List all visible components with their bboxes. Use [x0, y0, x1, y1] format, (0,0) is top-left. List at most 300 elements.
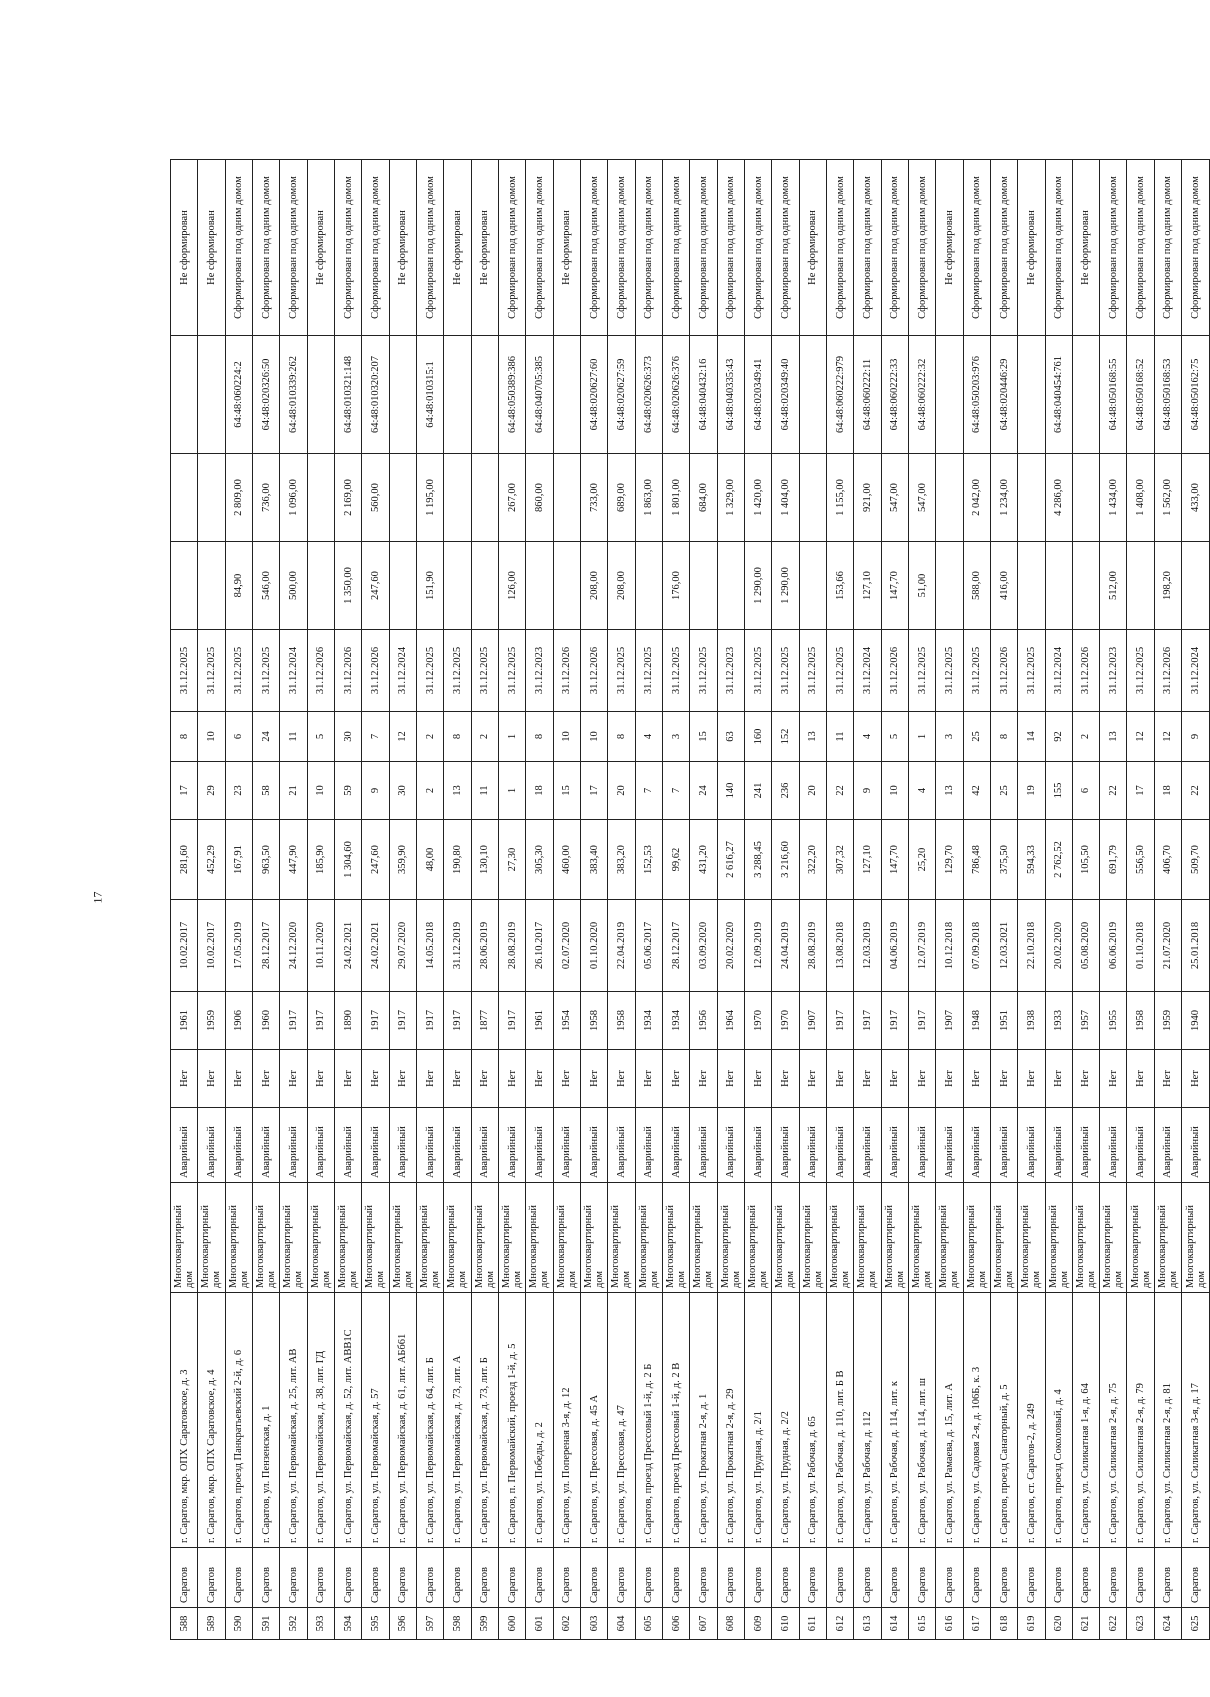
cell-apartments-count: 5 — [881, 712, 908, 762]
cell-address: г. Саратов, ул. Прудная, д. 2/2 — [772, 1293, 799, 1548]
cell-cadastral-number: 64:48:050162:75 — [1182, 336, 1210, 454]
table-row — [280, 160, 307, 1640]
cell-recognition-date: 24.02.2021 — [362, 900, 389, 992]
cell-recognition-date: 20.02.2020 — [1045, 900, 1072, 992]
cell-address: г. Саратов, ул. Прессовая, д. 45 А — [580, 1293, 607, 1548]
cell-total-area: 447,90 — [280, 820, 307, 900]
cell-address: г. Саратов, ул. Рамаева, д. 15, лит. А — [936, 1293, 963, 1548]
cell-condition: Аварийный — [799, 1108, 826, 1183]
cell-address: г. Саратов, ул. Первомайская, д. 38, лит. ГД — [307, 1293, 334, 1548]
cell-residents-count: 18 — [526, 762, 553, 820]
cell-cadastral-number — [799, 336, 826, 454]
cell-planned-resettlement-date: 31.12.2025 — [252, 630, 279, 712]
cell-row-number: 590 — [225, 1608, 252, 1640]
cell-recognition-date: 24.12.2020 — [280, 900, 307, 992]
cell-plot-area: 1 404,00 — [772, 454, 799, 542]
cell-condition: Аварийный — [334, 1108, 361, 1183]
cell-recognition-date: 12.03.2019 — [854, 900, 881, 992]
cell-condition: Аварийный — [252, 1108, 279, 1183]
cell-land-area: 247,60 — [362, 542, 389, 630]
cell-building-type: Многоквартирный дом — [1018, 1183, 1045, 1293]
table-row — [362, 160, 389, 1640]
cell-city: Саратов — [1127, 1548, 1154, 1608]
cell-land-area: 198,20 — [1154, 542, 1181, 630]
cell-land-plot-status: Не сформирован — [1018, 160, 1045, 336]
cell-building-type: Многоквартирный дом — [744, 1183, 771, 1293]
cell-planned-resettlement-date: 31.12.2023 — [1100, 630, 1127, 712]
cell-land-plot-status: Не сформирован — [444, 160, 471, 336]
cell-land-plot-status: Сформирован под одним домом — [252, 160, 279, 336]
cell-row-number: 601 — [526, 1608, 553, 1640]
cell-planned-resettlement-date: 31.12.2025 — [772, 630, 799, 712]
cell-build-year: 1964 — [717, 992, 744, 1050]
cell-condition: Аварийный — [936, 1108, 963, 1183]
cell-apartments-count: 8 — [526, 712, 553, 762]
cell-apartments-count: 2 — [416, 712, 443, 762]
cell-recognition-date: 28.12.2017 — [662, 900, 689, 992]
cell-land-plot-status: Сформирован под одним домом — [854, 160, 881, 336]
cell-city: Саратов — [171, 1548, 198, 1608]
cell-cultural-heritage: Нет — [444, 1050, 471, 1108]
cell-apartments-count: 24 — [252, 712, 279, 762]
cell-land-area: 151,90 — [416, 542, 443, 630]
cell-planned-resettlement-date: 31.12.2024 — [854, 630, 881, 712]
cell-condition: Аварийный — [280, 1108, 307, 1183]
cell-cultural-heritage: Нет — [662, 1050, 689, 1108]
cell-condition: Аварийный — [1127, 1108, 1154, 1183]
cell-plot-area: 1 562,00 — [1154, 454, 1181, 542]
cell-apartments-count: 4 — [635, 712, 662, 762]
cell-build-year: 1940 — [1182, 992, 1210, 1050]
table-row — [580, 160, 607, 1640]
cell-plot-area: 4 286,00 — [1045, 454, 1072, 542]
cell-cultural-heritage: Нет — [471, 1050, 498, 1108]
cell-plot-area: 1 420,00 — [744, 454, 771, 542]
cell-residents-count: 7 — [662, 762, 689, 820]
cell-total-area: 786,48 — [963, 820, 990, 900]
cell-address: г. Саратов, проезд Панкратьевский 2-й, д. 6 — [225, 1293, 252, 1548]
cell-total-area: 105,50 — [1072, 820, 1099, 900]
cell-row-number: 598 — [444, 1608, 471, 1640]
cell-city: Саратов — [608, 1548, 635, 1608]
cell-recognition-date: 12.03.2021 — [990, 900, 1017, 992]
cell-land-area: 1 290,00 — [772, 542, 799, 630]
cell-land-area: 176,00 — [662, 542, 689, 630]
cell-city: Саратов — [690, 1548, 717, 1608]
cell-building-type: Многоквартирный дом — [662, 1183, 689, 1293]
table-row — [471, 160, 498, 1640]
cell-cultural-heritage: Нет — [908, 1050, 935, 1108]
cell-land-area — [1018, 542, 1045, 630]
cell-building-type: Многоквартирный дом — [963, 1183, 990, 1293]
cell-city: Саратов — [416, 1548, 443, 1608]
cell-planned-resettlement-date: 31.12.2026 — [990, 630, 1017, 712]
cell-land-area — [389, 542, 416, 630]
cell-city: Саратов — [280, 1548, 307, 1608]
cell-building-type: Многоквартирный дом — [252, 1183, 279, 1293]
cell-address: г. Саратов, ул. Рабочая, д. 110, лит. Б В — [826, 1293, 853, 1548]
cell-planned-resettlement-date: 31.12.2026 — [362, 630, 389, 712]
table-row — [799, 160, 826, 1640]
cell-building-type: Многоквартирный дом — [936, 1183, 963, 1293]
cell-apartments-count: 25 — [963, 712, 990, 762]
cell-condition: Аварийный — [416, 1108, 443, 1183]
cell-total-area: 3 216,60 — [772, 820, 799, 900]
cell-building-type: Многоквартирный дом — [1072, 1183, 1099, 1293]
cell-land-plot-status: Сформирован под одним домом — [1127, 160, 1154, 336]
cell-address: г. Саратов, ул. Первомайская, д. 61, лит. АБб61 — [389, 1293, 416, 1548]
cell-planned-resettlement-date: 31.12.2026 — [334, 630, 361, 712]
cell-cultural-heritage: Нет — [936, 1050, 963, 1108]
cell-apartments-count: 3 — [662, 712, 689, 762]
cell-land-area — [471, 542, 498, 630]
cell-total-area: 963,50 — [252, 820, 279, 900]
cell-cultural-heritage: Нет — [1072, 1050, 1099, 1108]
cell-build-year: 1933 — [1045, 992, 1072, 1050]
cell-row-number: 589 — [198, 1608, 225, 1640]
cell-condition: Аварийный — [990, 1108, 1017, 1183]
cell-land-area: 546,00 — [252, 542, 279, 630]
cell-condition: Аварийный — [963, 1108, 990, 1183]
cell-planned-resettlement-date: 31.12.2023 — [717, 630, 744, 712]
cell-cultural-heritage: Нет — [744, 1050, 771, 1108]
cell-address: г. Саратов, ул. Прессовая, д. 47 — [608, 1293, 635, 1548]
cell-cultural-heritage: Нет — [1018, 1050, 1045, 1108]
cell-land-plot-status: Сформирован под одним домом — [608, 160, 635, 336]
cell-land-plot-status: Не сформирован — [171, 160, 198, 336]
cell-city: Саратов — [1154, 1548, 1181, 1608]
cell-land-plot-status: Сформирован под одним домом — [772, 160, 799, 336]
cell-city: Саратов — [389, 1548, 416, 1608]
cell-land-area: 500,00 — [280, 542, 307, 630]
cell-residents-count: 241 — [744, 762, 771, 820]
cell-land-plot-status: Сформирован под одним домом — [498, 160, 525, 336]
cell-land-area: 147,70 — [881, 542, 908, 630]
table-row — [498, 160, 525, 1640]
table-row — [307, 160, 334, 1640]
cell-cadastral-number: 64:48:050168:53 — [1154, 336, 1181, 454]
cell-apartments-count: 152 — [772, 712, 799, 762]
cell-cultural-heritage: Нет — [881, 1050, 908, 1108]
cell-condition: Аварийный — [362, 1108, 389, 1183]
cell-plot-area: 547,00 — [908, 454, 935, 542]
cell-build-year: 1958 — [1127, 992, 1154, 1050]
cell-building-type: Многоквартирный дом — [854, 1183, 881, 1293]
cell-row-number: 616 — [936, 1608, 963, 1640]
cell-land-plot-status: Не сформирован — [198, 160, 225, 336]
cell-total-area: 383,40 — [580, 820, 607, 900]
cell-recognition-date: 12.09.2019 — [744, 900, 771, 992]
cell-apartments-count: 4 — [854, 712, 881, 762]
cell-apartments-count: 8 — [171, 712, 198, 762]
cell-apartments-count: 6 — [225, 712, 252, 762]
cell-building-type: Многоквартирный дом — [1154, 1183, 1181, 1293]
cell-city: Саратов — [1072, 1548, 1099, 1608]
cell-plot-area: 2 809,00 — [225, 454, 252, 542]
cell-city: Саратов — [772, 1548, 799, 1608]
cell-total-area: 594,33 — [1018, 820, 1045, 900]
cell-cadastral-number: 64:48:040454:761 — [1045, 336, 1072, 454]
cell-plot-area: 1 096,00 — [280, 454, 307, 542]
cell-condition: Аварийный — [1072, 1108, 1099, 1183]
cell-recognition-date: 10.12.2018 — [936, 900, 963, 992]
cell-total-area: 48,00 — [416, 820, 443, 900]
cell-apartments-count: 5 — [307, 712, 334, 762]
cell-address: г. Саратов, ул. Прудная, д. 2/1 — [744, 1293, 771, 1548]
cell-land-area — [1127, 542, 1154, 630]
cell-total-area: 383,20 — [608, 820, 635, 900]
table-row — [416, 160, 443, 1640]
cell-apartments-count: 12 — [389, 712, 416, 762]
cell-city: Саратов — [1045, 1548, 1072, 1608]
cell-row-number: 617 — [963, 1608, 990, 1640]
cell-land-plot-status: Сформирован под одним домом — [1182, 160, 1210, 336]
cell-plot-area: 736,00 — [252, 454, 279, 542]
cell-plot-area: 1 863,00 — [635, 454, 662, 542]
cell-build-year: 1957 — [1072, 992, 1099, 1050]
cell-city: Саратов — [744, 1548, 771, 1608]
cell-cadastral-number: 64:48:050168:52 — [1127, 336, 1154, 454]
cell-row-number: 596 — [389, 1608, 416, 1640]
cell-total-area: 1 304,60 — [334, 820, 361, 900]
table-row — [1182, 160, 1210, 1640]
cell-row-number: 618 — [990, 1608, 1017, 1640]
cell-build-year: 1906 — [225, 992, 252, 1050]
cell-total-area: 460,00 — [553, 820, 580, 900]
cell-plot-area — [936, 454, 963, 542]
cell-cadastral-number — [471, 336, 498, 454]
cell-planned-resettlement-date: 31.12.2024 — [1182, 630, 1210, 712]
cell-apartments-count: 13 — [799, 712, 826, 762]
table-row — [826, 160, 853, 1640]
cell-planned-resettlement-date: 31.12.2026 — [1154, 630, 1181, 712]
cell-condition: Аварийный — [389, 1108, 416, 1183]
cell-building-type: Многоквартирный дом — [580, 1183, 607, 1293]
cell-build-year: 1917 — [854, 992, 881, 1050]
cell-apartments-count: 160 — [744, 712, 771, 762]
cell-build-year: 1917 — [881, 992, 908, 1050]
cell-city: Саратов — [990, 1548, 1017, 1608]
cell-build-year: 1956 — [690, 992, 717, 1050]
cell-build-year: 1951 — [990, 992, 1017, 1050]
cell-build-year: 1877 — [471, 992, 498, 1050]
cell-land-area: 51,00 — [908, 542, 935, 630]
cell-address: г. Саратов, мкр. ОПХ Саратовское, д. 3 — [171, 1293, 198, 1548]
cell-row-number: 606 — [662, 1608, 689, 1640]
cell-apartments-count: 9 — [1182, 712, 1210, 762]
cell-build-year: 1954 — [553, 992, 580, 1050]
cell-land-plot-status: Сформирован под одним домом — [690, 160, 717, 336]
table-row — [662, 160, 689, 1640]
cell-building-type: Многоквартирный дом — [799, 1183, 826, 1293]
cell-recognition-date: 07.09.2018 — [963, 900, 990, 992]
cell-cultural-heritage: Нет — [635, 1050, 662, 1108]
table-row — [990, 160, 1017, 1640]
cell-plot-area — [1072, 454, 1099, 542]
cell-recognition-date: 13.08.2018 — [826, 900, 853, 992]
cell-land-plot-status: Сформирован под одним домом — [635, 160, 662, 336]
cell-address: г. Саратов, ул. Силикатная 1-я, д. 64 — [1072, 1293, 1099, 1548]
cell-recognition-date: 28.06.2019 — [471, 900, 498, 992]
cell-apartments-count: 2 — [471, 712, 498, 762]
cell-cadastral-number: 64:48:020627:59 — [608, 336, 635, 454]
cell-cadastral-number — [198, 336, 225, 454]
cell-address: г. Саратов, ул. Попереная 3-я, д. 12 — [553, 1293, 580, 1548]
cell-land-area: 1 350,00 — [334, 542, 361, 630]
cell-row-number: 597 — [416, 1608, 443, 1640]
cell-land-plot-status: Сформирован под одним домом — [280, 160, 307, 336]
cell-address: г. Саратов, ул. Рабочая, д. 112 — [854, 1293, 881, 1548]
cell-cadastral-number: 64:48:010320:207 — [362, 336, 389, 454]
table-row — [908, 160, 935, 1640]
cell-land-area: 153,66 — [826, 542, 853, 630]
cell-recognition-date: 28.08.2019 — [498, 900, 525, 992]
cell-recognition-date: 05.06.2017 — [635, 900, 662, 992]
cell-plot-area — [198, 454, 225, 542]
cell-cultural-heritage: Нет — [608, 1050, 635, 1108]
cell-apartments-count: 15 — [690, 712, 717, 762]
cell-recognition-date: 21.07.2020 — [1154, 900, 1181, 992]
cell-condition: Аварийный — [225, 1108, 252, 1183]
cell-address: г. Саратов, ул. Рабочая, д. 114, лит. ш — [908, 1293, 935, 1548]
cell-land-area: 208,00 — [608, 542, 635, 630]
cell-condition: Аварийный — [526, 1108, 553, 1183]
cell-address: г. Саратов, ул. Прокатная 2-я, д. 1 — [690, 1293, 717, 1548]
cell-planned-resettlement-date: 31.12.2025 — [198, 630, 225, 712]
cell-row-number: 610 — [772, 1608, 799, 1640]
cell-apartments-count: 3 — [936, 712, 963, 762]
cell-city: Саратов — [963, 1548, 990, 1608]
cell-recognition-date: 10.11.2020 — [307, 900, 334, 992]
cell-address: г. Саратов, ул. Силикатная 2-я, д. 81 — [1154, 1293, 1181, 1548]
cell-residents-count: 22 — [826, 762, 853, 820]
cell-total-area: 375,50 — [990, 820, 1017, 900]
cell-residents-count: 30 — [389, 762, 416, 820]
cell-cadastral-number: 64:48:020446:29 — [990, 336, 1017, 454]
cell-build-year: 1959 — [198, 992, 225, 1050]
cell-row-number: 621 — [1072, 1608, 1099, 1640]
cell-plot-area: 1 195,00 — [416, 454, 443, 542]
cell-planned-resettlement-date: 31.12.2025 — [908, 630, 935, 712]
cell-planned-resettlement-date: 31.12.2025 — [963, 630, 990, 712]
cell-cultural-heritage: Нет — [826, 1050, 853, 1108]
cell-cultural-heritage: Нет — [198, 1050, 225, 1108]
cell-recognition-date: 14.05.2018 — [416, 900, 443, 992]
cell-land-plot-status: Сформирован под одним домом — [717, 160, 744, 336]
cell-land-plot-status: Сформирован под одним домом — [1100, 160, 1127, 336]
cell-building-type: Многоквартирный дом — [171, 1183, 198, 1293]
cell-building-type: Многоквартирный дом — [334, 1183, 361, 1293]
cell-cadastral-number: 64:48:010321:148 — [334, 336, 361, 454]
cell-build-year: 1934 — [635, 992, 662, 1050]
cell-cadastral-number: 64:48:050168:55 — [1100, 336, 1127, 454]
rotated-table-wrapper — [170, 160, 1210, 1640]
cell-recognition-date: 29.07.2020 — [389, 900, 416, 992]
cell-cultural-heritage: Нет — [1154, 1050, 1181, 1108]
cell-cadastral-number: 64:48:010315:1 — [416, 336, 443, 454]
cell-build-year: 1907 — [936, 992, 963, 1050]
cell-cultural-heritage: Нет — [1182, 1050, 1210, 1108]
cell-apartments-count: 10 — [198, 712, 225, 762]
cell-cultural-heritage: Нет — [171, 1050, 198, 1108]
cell-residents-count: 18 — [1154, 762, 1181, 820]
cell-total-area: 305,30 — [526, 820, 553, 900]
cell-build-year: 1961 — [171, 992, 198, 1050]
cell-plot-area: 433,00 — [1182, 454, 1210, 542]
cell-residents-count: 23 — [225, 762, 252, 820]
table-row — [198, 160, 225, 1640]
cell-land-plot-status: Не сформирован — [553, 160, 580, 336]
cell-apartments-count: 10 — [580, 712, 607, 762]
cell-build-year: 1917 — [498, 992, 525, 1050]
cell-cadastral-number: 64:48:020349:41 — [744, 336, 771, 454]
cell-build-year: 1917 — [444, 992, 471, 1050]
cell-cadastral-number: 64:48:020627:60 — [580, 336, 607, 454]
cell-cultural-heritage: Нет — [1100, 1050, 1127, 1108]
cell-total-area: 359,90 — [389, 820, 416, 900]
cell-land-area: 127,10 — [854, 542, 881, 630]
cell-land-area: 1 290,00 — [744, 542, 771, 630]
cell-plot-area — [471, 454, 498, 542]
cell-address: г. Саратов, ул. Первомайская, д. 64, лит. Б — [416, 1293, 443, 1548]
cell-residents-count: 155 — [1045, 762, 1072, 820]
cell-cadastral-number — [1072, 336, 1099, 454]
cell-row-number: 625 — [1182, 1608, 1210, 1640]
cell-land-plot-status: Не сформирован — [307, 160, 334, 336]
cell-land-plot-status: Не сформирован — [799, 160, 826, 336]
cell-row-number: 594 — [334, 1608, 361, 1640]
cell-planned-resettlement-date: 31.12.2025 — [662, 630, 689, 712]
cell-row-number: 612 — [826, 1608, 853, 1640]
cell-cadastral-number — [444, 336, 471, 454]
cell-cadastral-number — [389, 336, 416, 454]
cell-apartments-count: 63 — [717, 712, 744, 762]
cell-cadastral-number: 64:48:060222:32 — [908, 336, 935, 454]
cell-planned-resettlement-date: 31.12.2024 — [389, 630, 416, 712]
cell-land-area: 84,90 — [225, 542, 252, 630]
cell-city: Саратов — [662, 1548, 689, 1608]
cell-apartments-count: 11 — [280, 712, 307, 762]
cell-residents-count: 6 — [1072, 762, 1099, 820]
table-row — [252, 160, 279, 1640]
cell-cadastral-number: 64:48:060222:33 — [881, 336, 908, 454]
cell-condition: Аварийный — [498, 1108, 525, 1183]
cell-apartments-count: 13 — [1100, 712, 1127, 762]
cell-recognition-date: 24.02.2021 — [334, 900, 361, 992]
cell-residents-count: 20 — [799, 762, 826, 820]
cell-total-area: 691,79 — [1100, 820, 1127, 900]
cell-address: г. Саратов, ул. Первомайская, д. 52, лит. АВВ1С — [334, 1293, 361, 1548]
cell-building-type: Многоквартирный дом — [225, 1183, 252, 1293]
cell-residents-count: 13 — [444, 762, 471, 820]
cell-plot-area: 684,00 — [690, 454, 717, 542]
cell-city: Саратов — [198, 1548, 225, 1608]
cell-land-plot-status: Сформирован под одним домом — [225, 160, 252, 336]
cell-land-area — [717, 542, 744, 630]
cell-land-area — [1182, 542, 1210, 630]
cell-total-area: 25,20 — [908, 820, 935, 900]
cell-cadastral-number: 64:48:060224:2 — [225, 336, 252, 454]
cell-condition: Аварийный — [690, 1108, 717, 1183]
cell-city: Саратов — [635, 1548, 662, 1608]
cell-building-type: Многоквартирный дом — [362, 1183, 389, 1293]
cell-recognition-date: 22.04.2019 — [608, 900, 635, 992]
cell-planned-resettlement-date: 31.12.2025 — [1018, 630, 1045, 712]
cell-plot-area: 860,00 — [526, 454, 553, 542]
cell-building-type: Многоквартирный дом — [772, 1183, 799, 1293]
cell-cadastral-number: 64:48:040705:385 — [526, 336, 553, 454]
cell-recognition-date: 01.10.2020 — [580, 900, 607, 992]
